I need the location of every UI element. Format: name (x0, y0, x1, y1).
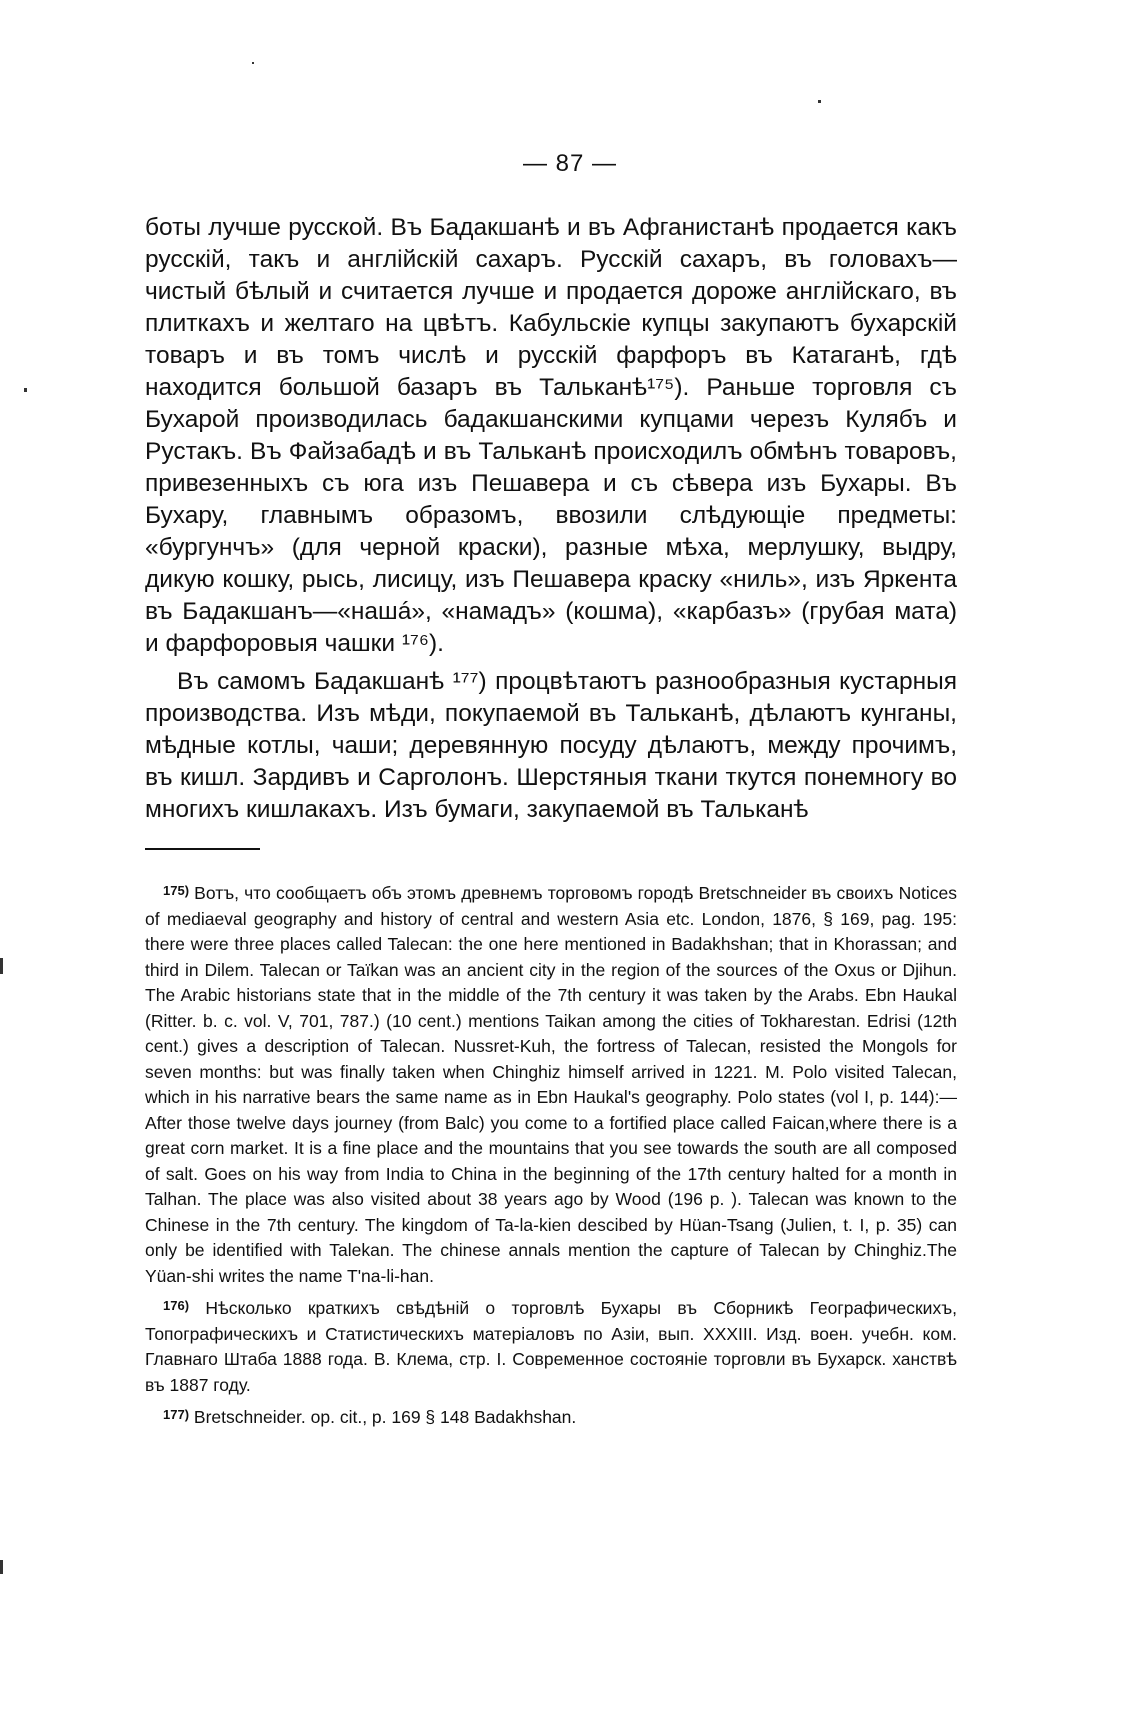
scan-speck (24, 388, 27, 392)
footnote-number: 176) (163, 1298, 190, 1313)
footnote-number: 177) (163, 1407, 190, 1422)
scan-edge-mark (0, 1560, 3, 1574)
footnote-176 (145, 1293, 957, 1398)
footnote-text: Вотъ, что сообщаетъ объ этомъ древнемъ торговомъ городѣ Bretschneider въ своихъ Notices of mediaeval geography and history of central and western Asia etc. London, 1876, § 169, pag. 195: there were three places called Talecan: the one here mentioned in Badakhshan; that in Khorassan; and third in Dilem. Talecan or Taïkan was an ancient city in the region of the sources of the Oxus or Djihun. The Arabic historians state that in the middle of the 7th century it was taken by the Arabs. Ebn Haukal (Ritter. b. c. vol. V, 701, 787.) (10 cent.) mentions Taikan among the cities of Tokharestan. Edrisi (12th cent.) gives a description of Talecan. Nussret-Kuh, the fortress of Talecan, resisted the Mongols for seven months: but was finally taken when Chinghiz himself arrived in 1221. M. Polo visited Talecan, which in his narrative bears the same name as in Ebn Haukal's geography. Polo states (vol I, p. 144):— After those twelve days journey (from Balc) you come to a fortified place called Faican,where there is a great corn market. It is a fine place and the mountains that you see towards the south are all composed of salt. Goes on his way from India to China in the beginning of the 17th century halted for a month in Talhan. The place was also visited about 38 years ago by Wood (196 p. ). Talecan was known to the Chinese in the 7th century. The kingdom of Ta-la-kien descibed by Hüan-Tsang (Julien, t. I, p. 35) can only be identified with Talekan. The chinese annals mention the capture of Talecan by Chinghiz.The Yüan-shi writes the name T'na-li-han. (145, 883, 957, 1286)
footnote-177 (145, 1402, 957, 1431)
footnote-text: Нѣсколько краткихъ свѣдѣній о торговлѣ Бухары въ Сборникѣ Географическихъ, Топографическихъ и Статистическихъ матеріаловъ по Азіи, вып. XXXIII. Изд. воен. учебн. ком. Главнаго Штаба 1888 года. В. Клема, стр. I. Современное состояніе торговли въ Бухарск. ханствѣ въ 1887 году. (145, 1298, 957, 1395)
scan-edge-mark (0, 958, 3, 974)
footnote-number: 175) (163, 883, 190, 898)
footnote-175 (145, 878, 957, 1289)
scan-speck (252, 62, 254, 64)
page-number: — 87 — (522, 150, 618, 177)
footnote-separator (145, 848, 260, 850)
footnote-text: Bretschneider. op. cit., p. 169 § 148 Badakhshan. (193, 1407, 577, 1427)
paragraph-2: Въ самомъ Бадакшанѣ ¹⁷⁷) процвѣтаютъ разнообразныя кустарныя производства. Изъ мѣди, покупаемой въ Тальканѣ, дѣлаютъ кунганы, мѣдные котлы, чаши; деревянную посуду дѣлаютъ, между прочимъ, въ кишл. Зардивъ и Сарголонъ. Шерстяныя ткани ткутся понемногу во многихъ кишлакахъ. Изъ бумаги, закупаемой въ Тальканѣ (145, 668, 957, 823)
footnotes (145, 878, 957, 1435)
paragraph-1: боты лучше русской. Въ Бадакшанѣ и въ Афганистанѣ продается какъ русскій, такъ и англійскій сахаръ. Русскій сахаръ, въ головахъ— чистый бѣлый и считается лучше и продается дороже англійскаго, въ плиткахъ и желтаго на цвѣтъ. Кабульскіе купцы закупаютъ бухарскій товаръ и въ томъ числѣ и русскій фарфоръ въ Катаганѣ, гдѣ находится большой базаръ въ Тальканѣ¹⁷⁵). Раньше торговля съ Бухарой производилась бадакшанскими купцами черезъ Кулябъ и Рустакъ. Въ Файзабадѣ и въ Тальканѣ происходилъ обмѣнъ товаровъ, привезенныхъ съ юга изъ Пешавера и съ сѣвера изъ Бухары. Въ Бухару, главнымъ образомъ, ввозили слѣдующіе предметы: «бургунчъ» (для черной краски), разные мѣха, мерлушку, выдру, дикую кошку, рысь, лисицу, изъ Пешавера краску «ниль», изъ Яркента въ Бадакшанъ—«нашá», «намадъ» (кошма), «карбазъ» (грубая мата) и фарфоровыя чашки ¹⁷⁶). (145, 214, 957, 657)
scan-speck (818, 100, 821, 103)
main-text (145, 212, 957, 826)
